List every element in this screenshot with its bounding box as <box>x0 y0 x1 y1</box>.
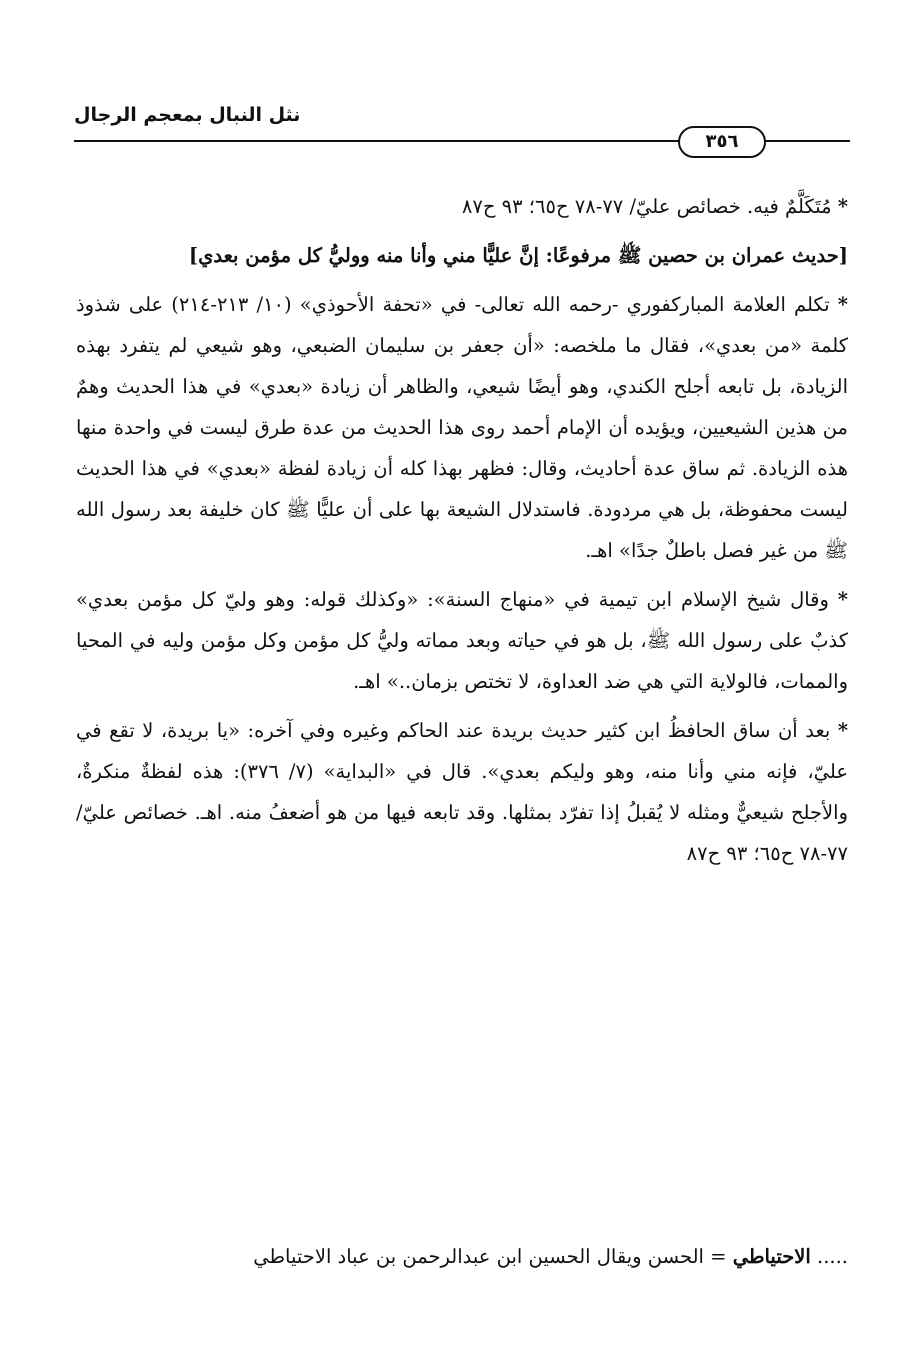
paragraph-text: بعد أن ساق الحافظُ ابن كثير حديث بريدة عند الحاكم وغيره وفي آخره: «يا بريدة، لا تقع في عليّ، فإنه مني وأنا منه، وهو وليكم بعدي». قال في «البداية» (٧/ ٣٧٦): هذه لفظةٌ منكرةٌ، والأجلح شيعيٌّ ومثله لا يُقبلُ إذا تفرّد بمثلها. وقد تابعه فيها من هو أضعفُ منه. اهـ. خصائص عليّ/ ٧٧-٧٨ ح٦٥؛ ٩٣ ح٨٧ <box>76 719 848 865</box>
star-bullet: * <box>837 195 848 218</box>
hadith-heading <box>76 235 848 276</box>
entry-text: = الحسن ويقال الحسين ابن عبدالرحمن بن عباد الاحتياطي <box>253 1245 727 1268</box>
book-title: نثل النبال بمعجم الرجال <box>74 104 301 126</box>
page-header <box>74 100 850 152</box>
page-body <box>76 186 848 882</box>
paragraph-text: وقال شيخ الإسلام ابن تيمية في «منهاج السنة»: «وكذلك قوله: وهو وليّ كل مؤمن بعدي» كذبٌ على رسول الله ﷺ، بل هو في حياته وبعد مماته وليُّ كل مؤمن وكل مؤمن وليه في المحيا والممات، فالولاية التي هي ضد العداوة، لا تختص بزمان..» اهـ. <box>76 588 848 693</box>
star-bullet: * <box>837 719 849 742</box>
paragraph-text: مُتَكَلَّمٌ فيه. خصائص عليّ/ ٧٧-٧٨ ح٦٥؛ ٩٣ ح٨٧ <box>461 195 832 218</box>
paragraph-5 <box>76 710 848 874</box>
star-bullet: * <box>837 588 848 611</box>
paragraph-4 <box>76 579 848 702</box>
paragraph-text: تكلم العلامة المباركفوري -رحمه الله تعالى- في «تحفة الأحوذي» (١٠/ ٢١٣-٢١٤) على شذوذ كلمة «من بعدي»، فقال ما ملخصه: «أن جعفر بن سليمان الضبعي، وهو شيعي لم يتفرد بهذه الزيادة، بل تابعه أجلح الكندي، وهو أيضًا شيعي، والظاهر أن زيادة «بعدي» في هذا الحديث وهمٌ من هذين الشيعيين، ويؤيده أن الإمام أحمد روى هذا الحديث من عدة طرق ليست في واحدة منها هذه الزيادة. ثم ساق عدة أحاديث، وقال: فظهر بهذا كله أن زيادة لفظة «بعدي» في هذا الحديث ليست محفوظة، بل هي مردودة. فاستدلال الشيعة بها على أن عليًّا ﷺ كان خليفة بعد رسول الله ﷺ من غير فصل باطلٌ جدًا» اهـ. <box>76 293 848 562</box>
paragraph-3 <box>76 284 848 571</box>
star-bullet: * <box>837 293 848 316</box>
hadith-heading-text: [حديث عمران بن حصين ﷺ مرفوعًا: إنَّ عليًّا مني وأنا منه ووليُّ كل مؤمن بعدي] <box>188 244 848 267</box>
next-entry-line <box>76 1236 848 1277</box>
paragraph-1 <box>76 186 848 227</box>
entry-name: الاحتياطي <box>732 1245 811 1268</box>
leader-dots: ..... <box>817 1245 848 1268</box>
page-number-badge: ٣٥٦ <box>678 126 766 158</box>
